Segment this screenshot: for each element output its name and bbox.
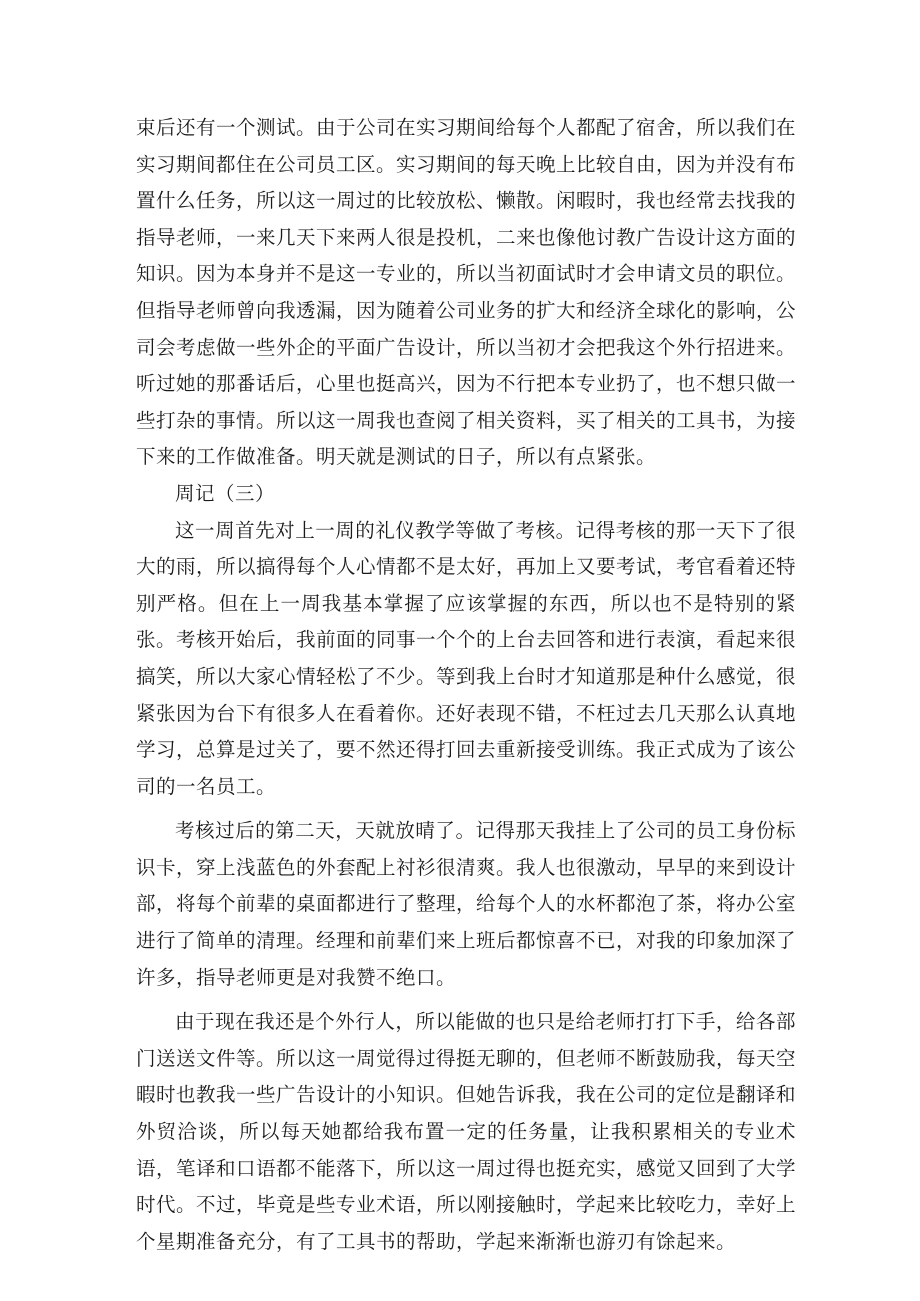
paragraph-learning: 由于现在我还是个外行人，所以能做的也只是给老师打打下手，给各部门送送文件等。所以这一周觉得过得挺无聊的，但老师不断鼓励我，每天空暇时也教我一些广告设计的小知识。但她告诉我，我在公司的定位是翻译和外贸洽谈，所以每天她都给我布置一定的任务量，让我积累相关的专业术语，笔译和口语都不能落下，所以这一周过得也挺充实，感觉又回到了大学时代。不过，毕竟是些专业术语，所以刚接触时，学起来比较吃力，幸好上个星期准备充分，有了工具书的帮助，学起来渐渐也游刃有馀起来。 xyxy=(136,1010,797,1253)
paragraph-exam: 这一周首先对上一周的礼仪教学等做了考核。记得考核的那一天下了很大的雨，所以搞得每个人心情都不是太好，再加上又要考试，考官看着还特别严格。但在上一周我基本掌握了应该掌握的东西，所以也不是特别的紧张。考核开始后，我前面的同事一个个的上台去回答和进行表演，看起来很搞笑，所以大家心情轻松了不少。等到我上台时才知道那是种什么感觉，很紧张因为台下有很多人在看着你。还好表现不错，不枉过去几天那么认真地学习，总算是过关了，要不然还得打回去重新接受训练。我正式成为了该公司的一名员工。 xyxy=(136,518,797,798)
document-body xyxy=(136,110,796,1260)
section-heading-week-3: 周记（三） xyxy=(175,481,276,505)
paragraph-first-day: 考核过后的第二天，天就放晴了。记得那天我挂上了公司的员工身份标识卡，穿上浅蓝色的外套配上衬衫很清爽。我人也很激动，早早的来到设计部，将每个前辈的桌面都进行了整理，给每个人的水杯都泡了茶，将办公室进行了简单的清理。经理和前辈们来上班后都惊喜不已，对我的印象加深了许多，指导老师更是对我赞不绝口。 xyxy=(136,819,797,989)
paragraph-continued: 束后还有一个测试。由于公司在实习期间给每个人都配了宿舍，所以我们在实习期间都住在公司员工区。实习期间的每天晚上比较自由，因为并没有布置什么任务，所以这一周过的比较放松、懒散。闲暇时，我也经常去找我的指导老师，一来几天下来两人很是投机，二来也像他讨教广告设计这方面的知识。因为本身并不是这一专业的，所以当初面试时才会申请文员的职位。但指导老师曾向我透漏，因为随着公司业务的扩大和经济全球化的影响，公司会考虑做一些外企的平面广告设计，所以当初才会把我这个外行招进来。听过她的那番话后，心里也挺高兴，因为不行把本专业扔了，也不想只做一些打杂的事情。所以这一周我也查阅了相关资料，买了相关的工具书，为接下来的工作做准备。明天就是测试的日子，所以有点紧张。 xyxy=(136,116,797,469)
